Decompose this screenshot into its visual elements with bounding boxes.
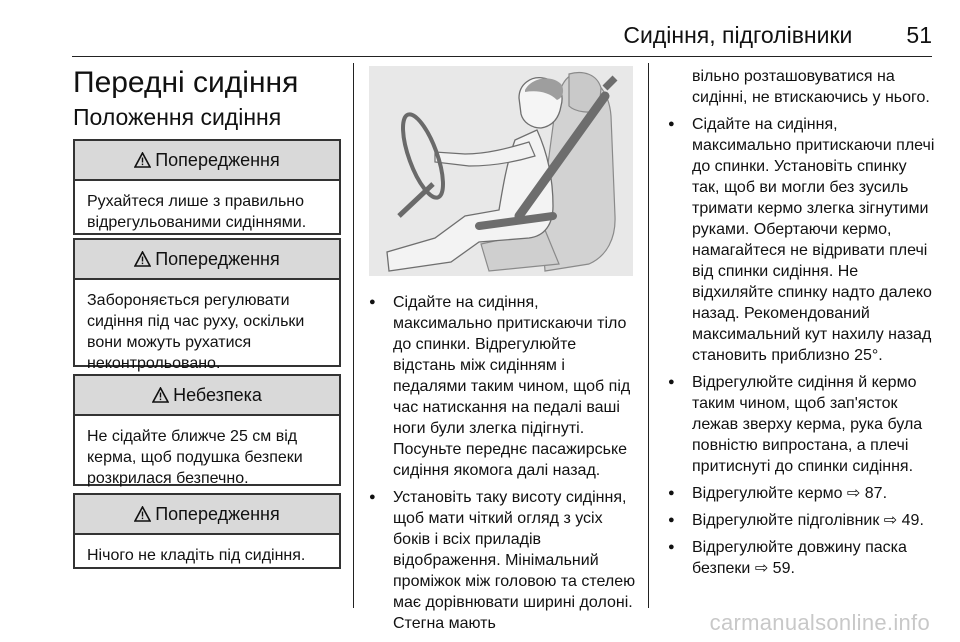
instruction-item: ● Сідайте на сидіння, максимально притискаючи тіло до спинки. Відрегулюйте відстань між сидінням і педалями таким чином, щоб під час натискання на педалі ваші ноги були злегка підігнуті. Посуньте переднє пасажирське сидіння якомога далі назад. (369, 292, 637, 481)
warning-header (75, 141, 339, 181)
danger-header (75, 376, 339, 416)
middle-column (369, 292, 637, 640)
cross-reference-item: ● Відрегулюйте підголівник ⇨ 49. (668, 510, 936, 531)
column-divider-right (648, 63, 649, 608)
cross-reference-item: ● Відрегулюйте довжину паска безпеки ⇨ 59. (668, 537, 936, 579)
warning-text: Забороняється регулювати сидіння під час руху, оскільки вони можуть рухатися неконтрольовано. (87, 292, 305, 372)
section-title: Передні сидіння (73, 66, 299, 99)
warning-triangle-icon (134, 152, 151, 168)
continued-paragraph: вільно розташовуватися на сидінні, не втискаючись у нього. (692, 68, 930, 106)
warning-triangle-icon (134, 506, 151, 522)
warning-header (75, 240, 339, 280)
instruction-item: ● Відрегулюйте сидіння й кермо таким чином, щоб зап'ясток лежав зверху керма, рука була повністю випростана, а плечі притиснуті до спинки сидіння. (668, 372, 936, 477)
warning-text: Рухайтеся лише з правильно відрегульованими сидіннями. (87, 193, 307, 231)
right-column (668, 66, 936, 585)
warning-box (73, 493, 341, 569)
warning-box (73, 139, 341, 235)
danger-title: Небезпека (173, 384, 262, 405)
page-number: 51 (906, 22, 932, 48)
warning-triangle-icon (152, 387, 169, 403)
header-rule (72, 56, 932, 57)
warning-title: Попередження (155, 248, 280, 269)
running-head (623, 22, 932, 58)
instruction-item: ● Установіть таку висоту сидіння, щоб мати чіткий огляд з усіх боків і всіх приладів відображення. Мінімальний проміжок між головою та стелею має дорівнювати ширині долоні. Стегна мають (369, 487, 637, 634)
site-watermark: carmanualsonline.info (709, 610, 930, 635)
warning-box (73, 238, 341, 372)
instruction-item: ● Сідайте на сидіння, максимально притискаючи плечі до спинки. Установіть спинку так, щоб ви могли без зусиль тримати кермо злегка зігнутими руками. Обертаючи кермо, намагайтеся не відривати плечі від спинки сидіння. Не відхиляйте спинку надто далеко назад. Рекомендований максимальний кут нахилу назад становить приблизно 25°. (668, 114, 936, 366)
danger-text: Не сідайте ближче 25 см від керма, щоб подушка безпеки розкрилася безпечно. (87, 428, 303, 487)
warning-triangle-icon (134, 251, 151, 267)
warning-title: Попередження (155, 149, 280, 170)
column-divider-left (353, 63, 354, 608)
seating-position-illustration (369, 66, 633, 276)
warning-text: Нічого не кладіть під сидіння. (87, 547, 306, 564)
danger-box (73, 374, 341, 486)
page-header-title: Сидіння, підголівники (623, 22, 853, 48)
warning-header (75, 495, 339, 535)
warning-title: Попередження (155, 503, 280, 524)
cross-reference-item: ● Відрегулюйте кермо ⇨ 87. (668, 483, 936, 504)
section-subtitle: Положення сидіння (73, 104, 282, 130)
